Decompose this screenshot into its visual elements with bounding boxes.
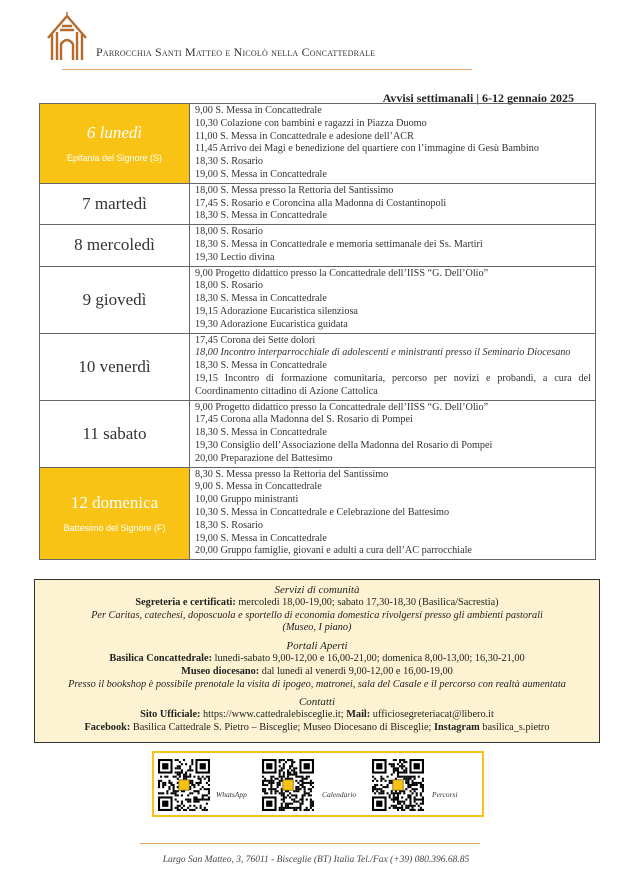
event-item: 17,45 Corona dei Sette dolori (195, 334, 316, 346)
day-row (40, 266, 596, 333)
day-cell (40, 225, 190, 266)
event-item: 10,00 Gruppo ministranti (195, 494, 299, 506)
event-item: 18,30 S. Messa in Concattedrale e memoria settimanale dei Ss. Martiri (195, 238, 483, 250)
day-label: 9 giovedì (82, 289, 147, 309)
event-item: 18,00 S. Rosario (195, 226, 263, 238)
notice-title: Avvisi settimanali | 6-12 gennaio 2025 (382, 91, 574, 105)
event-item: 20,00 Preparazione del Battesimo (195, 452, 333, 464)
event-item: 17,45 S. Rosario e Coroncina alla Madonna di Costantinopoli (195, 197, 447, 209)
social-line: Facebook: Basilica Cattedrale S. Pietro – Bisceglie; Museo Diocesano di Bisceglie; Instagram basilica_s.pietro (84, 721, 550, 733)
event-item: 11,45 Arrivo dei Magi e benedizione del quartiere con l’immagine di Gesù Bambino (195, 143, 539, 155)
day-label: 12 domenica (70, 493, 159, 513)
events-cell (190, 467, 596, 560)
footer-divider (140, 843, 480, 844)
event-item: 18,00 Incontro interparrocchiale di adolescenti e ministranti presso il Seminario Diocesano (195, 347, 571, 359)
event-item: 11,00 S. Messa in Concattedrale e adesione dell’ACR (195, 130, 414, 142)
day-cell (40, 104, 190, 184)
day-row (40, 225, 596, 266)
event-item: 19,30 Lectio divina (195, 251, 275, 263)
bookshop-line: Presso il bookshop è possibile prenotale la visita di ipogeo, matronei, sala del Casale e il percorso con realtà aumentata (68, 678, 566, 690)
event-item: 19,00 S. Messa in Concattedrale (195, 168, 327, 180)
day-label: 7 martedì (82, 193, 147, 213)
day-cell (40, 333, 190, 400)
day-cell (40, 266, 190, 333)
secretary-line: Segreteria e certificati: mercoledì 18,00-19,00; sabato 17,30-18,30 (Basilica/Sacrestia) (135, 596, 499, 608)
events-cell (190, 333, 596, 400)
caritas-line: Per Caritas, catechesi, doposcuola e sportello di economia domestica rivolgersi presso gli ambienti pastorali (91, 609, 543, 621)
event-item: 18,30 S. Messa in Concattedrale (195, 293, 327, 305)
day-label: 8 mercoledì (74, 235, 155, 255)
header-divider (62, 69, 472, 70)
community-services-heading: Servizi di comunità (274, 584, 360, 596)
day-label: 10 venerdì (78, 356, 151, 376)
contacts-heading: Contatti (298, 696, 336, 709)
day-row (40, 183, 596, 224)
events-cell (190, 400, 596, 467)
event-item: 19,30 Adorazione Eucaristica guidata (195, 318, 348, 330)
event-item: 9,00 Progetto didattico presso la Concattedrale dell’IISS “G. Dell’Olio” (195, 401, 489, 413)
event-item: 18,30 S. Messa in Concattedrale (195, 210, 327, 222)
day-label: 6 lunedì (86, 123, 143, 143)
day-row (40, 467, 596, 560)
day-row (40, 333, 596, 400)
events-cell (190, 266, 596, 333)
event-item: 18,30 S. Messa in Concattedrale (195, 360, 327, 372)
routes-qr-code[interactable] (372, 759, 424, 811)
event-item: 19,15 Incontro di formazione comunitaria, percorso per novizi e probandi, a cura del Coordinamento cittadino di Azione Cattolica (195, 372, 591, 397)
qr-codes-box (152, 751, 484, 817)
day-row (40, 400, 596, 467)
event-item: 18,00 S. Rosario (195, 280, 263, 292)
event-item: 9,00 Progetto didattico presso la Concattedrale dell’IISS “G. Dell’Olio” (195, 267, 489, 279)
routes-qr-label: Percorsi (432, 790, 458, 799)
calendar-qr-code[interactable] (262, 759, 314, 811)
events-cell (190, 225, 596, 266)
weekly-schedule-table (39, 103, 596, 560)
services-box (34, 579, 600, 743)
event-item: 18,30 S. Rosario (195, 156, 263, 168)
site-mail-line: Sito Ufficiale: https://www.cattedralebisceglie.it; Mail: ufficiosegreteriacat@libero.it (140, 709, 494, 721)
day-cell (40, 183, 190, 224)
museum-hours-line: Museo diocesano: dal lunedì al venerdì 9,00-12,00 e 16,00-19,00 (181, 665, 453, 677)
open-portals-heading: Portali Aperti (286, 640, 348, 653)
calendar-qr-label: Calendario (322, 790, 357, 799)
event-item: 18,30 S. Messa in Concattedrale (195, 427, 327, 439)
liturgical-feast: Battesimo del Signore (F) (63, 523, 166, 534)
liturgical-feast: Epifania del Signore (S) (66, 153, 163, 164)
whatsapp-qr-code[interactable] (158, 759, 210, 811)
event-item: 18,30 S. Rosario (195, 519, 263, 531)
event-item: 19,00 S. Messa in Concattedrale (195, 532, 327, 544)
whatsapp-qr-label: WhatsApp (216, 790, 247, 799)
day-cell (40, 467, 190, 560)
event-item: 19,15 Adorazione Eucaristica silenziosa (195, 305, 358, 317)
event-item: 9,00 S. Messa in Concattedrale (195, 105, 322, 116)
event-item: 19,30 Consiglio dell’Associazione della Madonna del Rosario di Pompei (195, 439, 493, 451)
event-item: 8,30 S. Messa presso la Rettoria del Santissimo (195, 468, 389, 480)
day-label: 11 sabato (82, 423, 147, 443)
events-cell (190, 183, 596, 224)
museum-floor-line: (Museo, I piano) (282, 622, 352, 634)
event-item: 20,00 Gruppo famiglie, giovani e adulti a cura dell’AC parrocchiale (195, 545, 472, 557)
day-cell (40, 400, 190, 467)
parish-name: Parrocchia Santi Matteo e Nicolò nella Concattedrale (96, 45, 376, 59)
basilica-hours-line: Basilica Concattedrale: lunedì-sabato 9,00-12,00 e 16,00-21,00; domenica 8,00-13,00; 16,30-21,00 (109, 652, 525, 664)
parish-logo (45, 12, 89, 64)
event-item: 10,30 S. Messa in Concattedrale e Celebrazione del Battesimo (195, 506, 450, 518)
day-row (40, 104, 596, 184)
event-item: 9,00 S. Messa in Concattedrale (195, 481, 322, 493)
event-item: 17,45 Corona alla Madonna del S. Rosario di Pompei (195, 414, 413, 426)
events-cell (190, 104, 596, 184)
event-item: 18,00 S. Messa presso la Rettoria del Santissimo (195, 184, 394, 196)
footer-address: Largo San Matteo, 3, 76011 - Bisceglie (BT) Italia Tel./Fax (+39) 080.396.68.85 (162, 855, 470, 865)
event-item: 10,30 Colazione con bambini e ragazzi in Piazza Duomo (195, 117, 427, 129)
